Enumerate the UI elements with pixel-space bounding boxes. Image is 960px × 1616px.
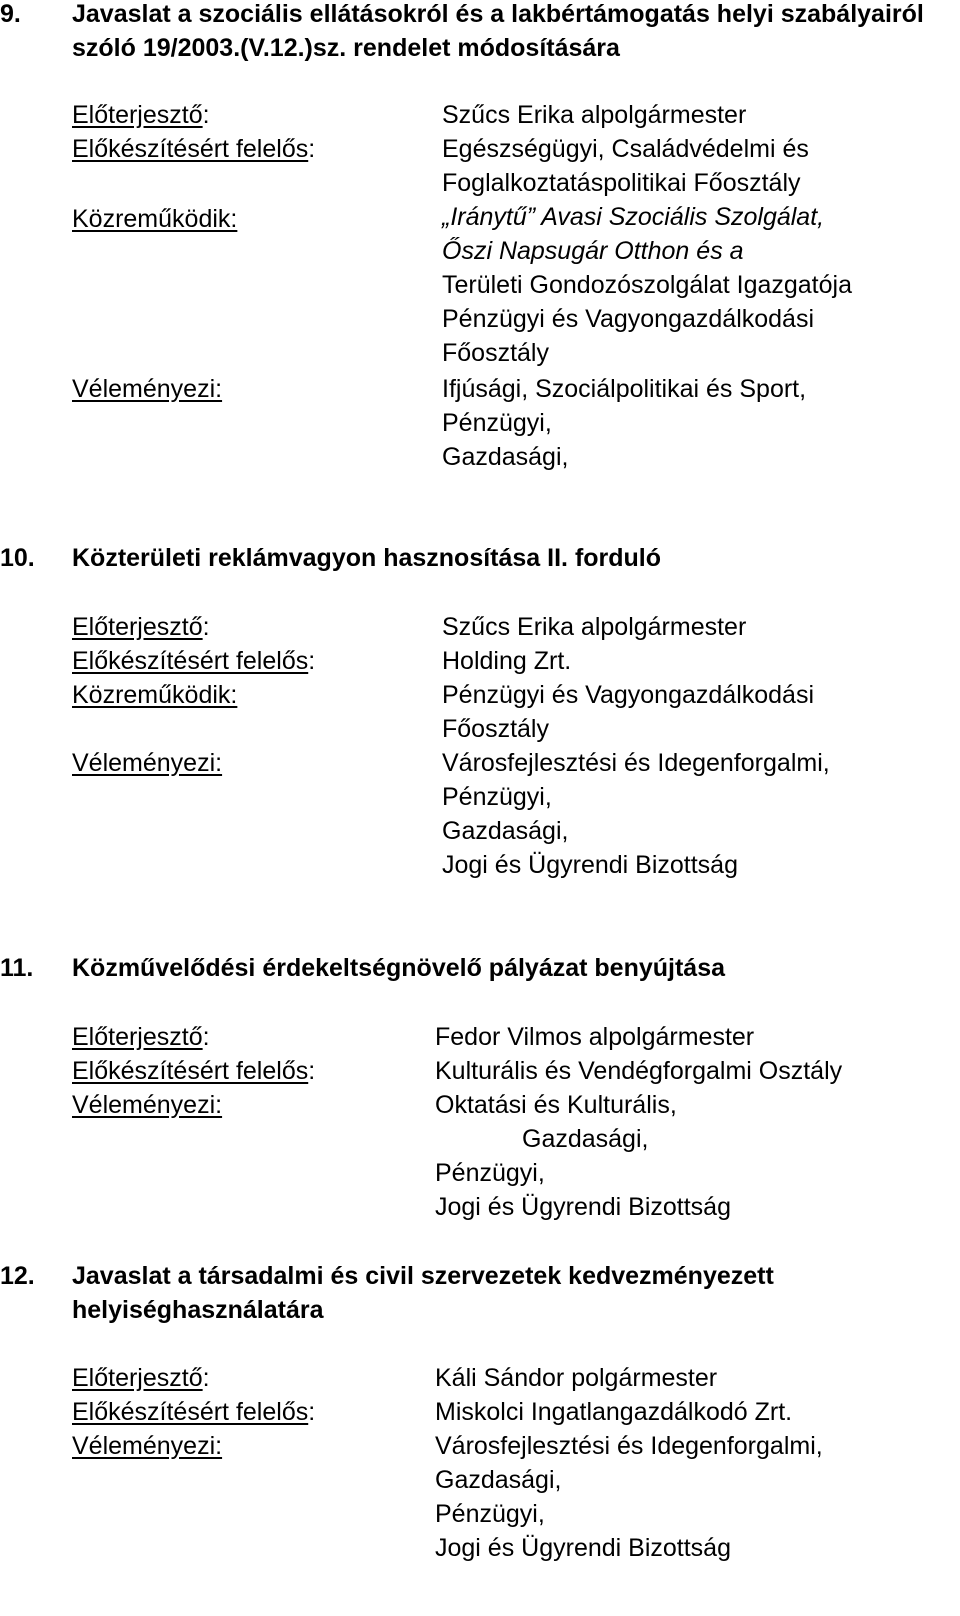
- label-responsible: Előkészítésért felelős:: [72, 135, 316, 163]
- value-cooperating-line: Főosztály: [442, 715, 549, 743]
- value-cooperating-line: Pénzügyi és Vagyongazdálkodási: [442, 681, 815, 709]
- value-cooperating-line: Őszi Napsugár Otthon és a: [442, 237, 744, 265]
- value-cooperating-line: Pénzügyi és Vagyongazdálkodási: [442, 305, 815, 333]
- value-responsible-line: Foglalkoztatáspolitikai Főosztály: [442, 169, 801, 197]
- label-cooperating: Közreműködik:: [72, 205, 238, 233]
- value-responsible-line: Egészségügyi, Családvédelmi és: [442, 135, 809, 163]
- value-reviewer-line: Jogi és Ügyrendi Bizottság: [435, 1193, 731, 1221]
- item-title: Javaslat a szociális ellátásokról és a lakbértámogatás helyi szabályairól szóló 19/2003.(V.12.)sz. rendelet módosítására: [72, 0, 924, 62]
- value-responsible-line: Miskolci Ingatlangazdálkodó Zrt.: [435, 1398, 793, 1426]
- value-reviewer-line: Pénzügyi,: [442, 783, 552, 811]
- label-responsible: Előkészítésért felelős:: [72, 647, 316, 675]
- value-presenter: Fedor Vilmos alpolgármester: [435, 1023, 755, 1051]
- value-reviewer-line: Ifjúsági, Szociálpolitikai és Sport,: [442, 375, 807, 403]
- value-responsible-line: Holding Zrt.: [442, 647, 572, 675]
- item-number: 9.: [0, 0, 21, 28]
- value-reviewer-line: Városfejlesztési és Idegenforgalmi,: [442, 749, 830, 777]
- value-presenter: Szűcs Erika alpolgármester: [442, 101, 747, 129]
- value-reviewer-line: Gazdasági,: [522, 1125, 649, 1153]
- item-title: Javaslat a társadalmi és civil szervezetek kedvezményezett helyiséghasználatára: [72, 1262, 774, 1324]
- label-reviewers: Véleményezi:: [72, 1432, 223, 1460]
- value-cooperating-line: Területi Gondozószolgálat Igazgatója: [442, 271, 852, 299]
- value-presenter: Káli Sándor polgármester: [435, 1364, 718, 1392]
- value-responsible-line: Kulturális és Vendégforgalmi Osztály: [435, 1057, 843, 1085]
- value-cooperating-line: Főosztály: [442, 339, 549, 367]
- label-presenter: Előterjesztő:: [72, 1364, 210, 1392]
- value-reviewer-line: Pénzügyi,: [435, 1159, 545, 1187]
- label-presenter: Előterjesztő:: [72, 101, 210, 129]
- label-presenter: Előterjesztő:: [72, 613, 210, 641]
- value-reviewer-line: Jogi és Ügyrendi Bizottság: [442, 851, 738, 879]
- item-title: Közterületi reklámvagyon hasznosítása II. forduló: [72, 544, 662, 572]
- item-number: 11.: [0, 954, 34, 982]
- value-reviewer-line: Gazdasági,: [442, 817, 569, 845]
- label-reviewers: Véleményezi:: [72, 749, 223, 777]
- value-reviewer-line: Gazdasági,: [435, 1466, 562, 1494]
- value-reviewer-line: Pénzügyi,: [442, 409, 552, 437]
- label-cooperating: Közreműködik:: [72, 681, 238, 709]
- value-presenter: Szűcs Erika alpolgármester: [442, 613, 747, 641]
- value-reviewer-line: Oktatási és Kulturális,: [435, 1091, 677, 1119]
- value-reviewer-line: Jogi és Ügyrendi Bizottság: [435, 1534, 731, 1562]
- item-title: Közművelődési érdekeltségnövelő pályázat benyújtása: [72, 954, 726, 982]
- item-number: 12.: [0, 1262, 35, 1290]
- label-presenter: Előterjesztő:: [72, 1023, 210, 1051]
- value-reviewer-line: Pénzügyi,: [435, 1500, 545, 1528]
- value-cooperating-line: „Iránytű” Avasi Szociális Szolgálat,: [442, 203, 825, 231]
- value-reviewer-line: Városfejlesztési és Idegenforgalmi,: [435, 1432, 823, 1460]
- value-reviewer-line: Gazdasági,: [442, 443, 569, 471]
- label-reviewers: Véleményezi:: [72, 375, 223, 403]
- item-number: 10.: [0, 544, 35, 572]
- label-responsible: Előkészítésért felelős:: [72, 1398, 316, 1426]
- label-reviewers: Véleményezi:: [72, 1091, 223, 1119]
- label-responsible: Előkészítésért felelős:: [72, 1057, 316, 1085]
